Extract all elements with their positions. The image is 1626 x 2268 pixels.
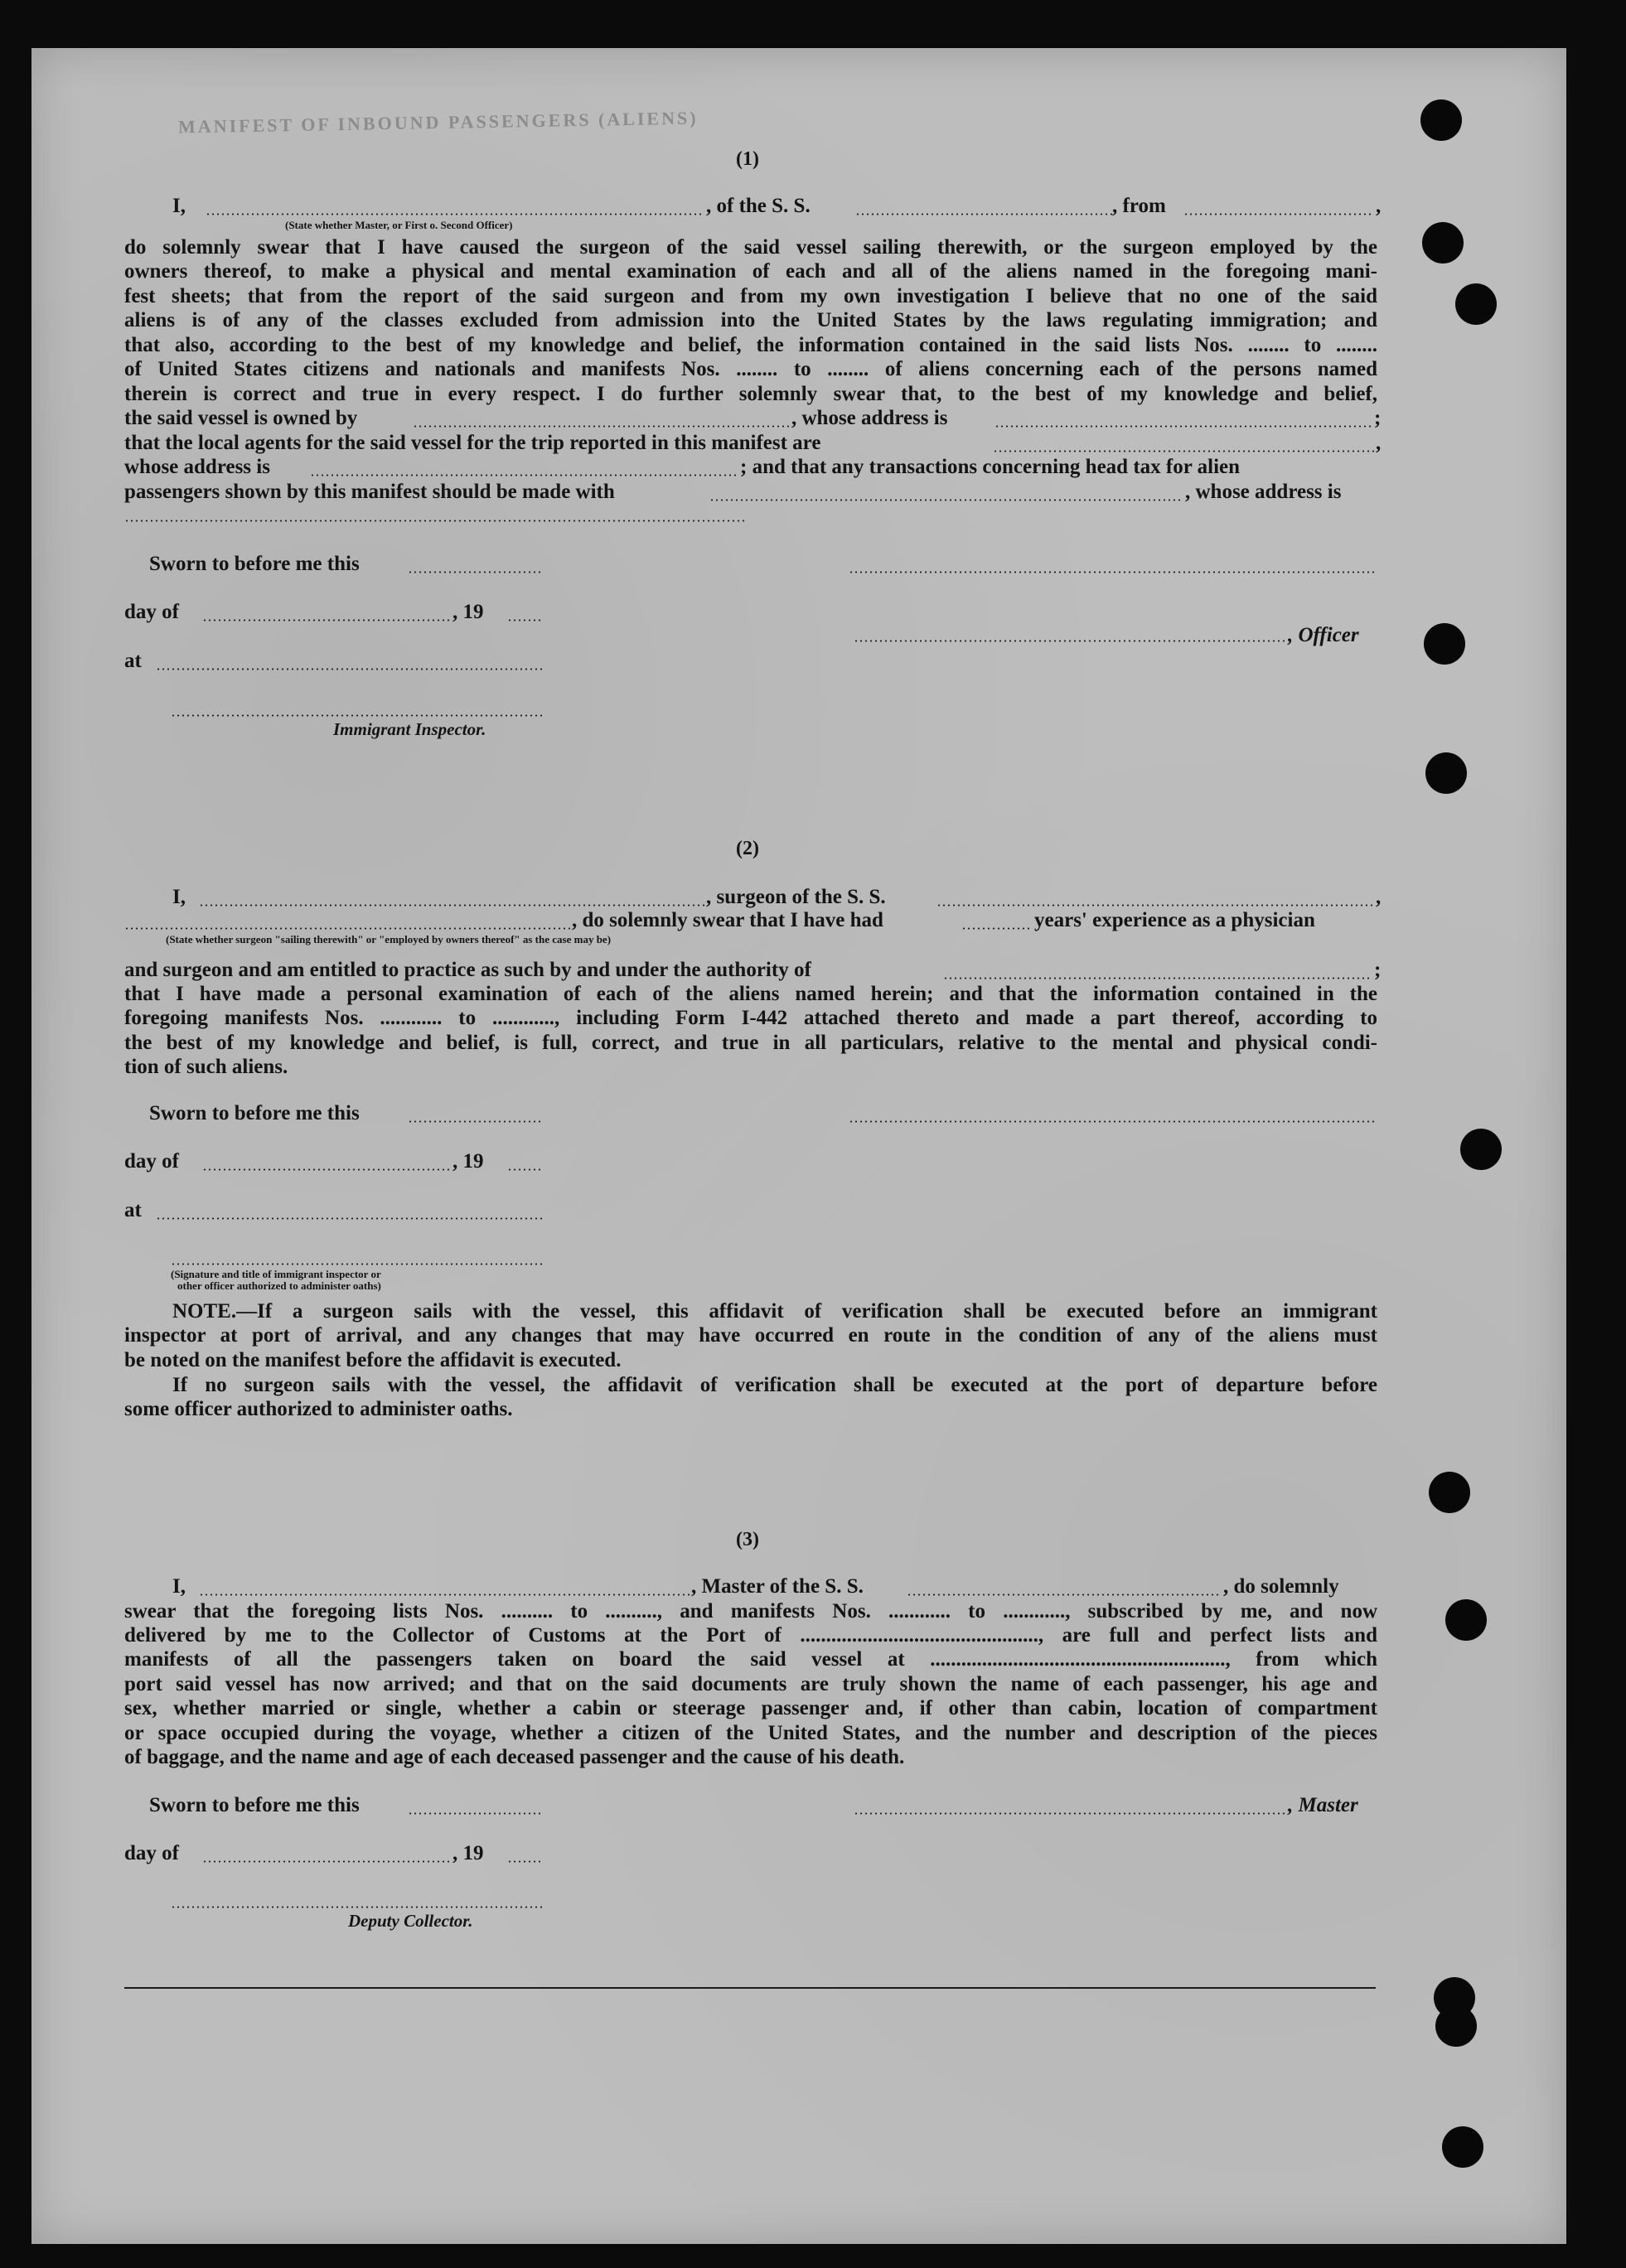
blank-officer-signature-upper <box>849 571 1374 573</box>
s3-deputy-collector: Deputy Collector. <box>348 1911 473 1931</box>
s2-p-line: that I have made a personal examination of each of the aliens named herein; and that the information contained in the <box>124 983 1377 1005</box>
note-line: If no surgeon sails with the vessel, the affidavit of verification shall be executed at the port of departure before <box>172 1374 1377 1396</box>
blank-years <box>961 927 1031 930</box>
s2-sig-note-2: other officer authorized to administer oaths) <box>177 1279 381 1292</box>
s3-master-label: , Master <box>1288 1794 1358 1816</box>
blank-head-tax-party <box>709 499 1182 501</box>
bottom-rule <box>124 1987 1376 1989</box>
blank-owner <box>413 425 791 428</box>
blank-at <box>156 668 542 670</box>
s2-p-line: foregoing manifests Nos. ............ to ............, including Form I-442 attached thereto and made a part thereof, according to <box>124 1007 1377 1029</box>
blank-from-port <box>1183 213 1374 215</box>
punch-hole <box>1455 283 1497 325</box>
section-3-number: (3) <box>736 1529 759 1550</box>
blank-surgeon-name <box>199 904 706 907</box>
s3-p-line: of baggage, and the name and age of each deceased passenger and the cause of his death. <box>124 1746 905 1768</box>
s1-nineteen: , 19 <box>452 601 484 623</box>
blank-s2-sworn-day <box>408 1120 542 1123</box>
s1-from: , from <box>1112 195 1166 217</box>
s3-p-line: port said vessel has now arrived; and that on the said documents are truly shown the name of each passenger, his age and <box>124 1673 1377 1695</box>
s1-p-line: that also, according to the best of my knowledge and belief, the information contained in the said lists Nos. ........ to ........ <box>124 334 1377 356</box>
blank-deputy-collector <box>171 1906 542 1908</box>
blank-head-tax-address <box>124 520 748 522</box>
s1-whose-address-is-2: , whose address is <box>1185 481 1342 503</box>
s1-comma-2: , <box>1376 432 1382 454</box>
blank-day-of <box>202 619 451 621</box>
punch-hole <box>1425 752 1467 794</box>
punch-hole <box>1445 1599 1487 1641</box>
s3-i: I, <box>172 1575 186 1598</box>
s3-p-line: or space occupied during the voyage, whether a citizen of the United States, and the number and description of the pieces <box>124 1722 1377 1744</box>
blank-local-agents <box>993 450 1374 452</box>
s1-officer-label: , Officer <box>1288 624 1359 646</box>
s1-owned-by: the said vessel is owned by <box>124 407 358 429</box>
s2-comma: , <box>1376 886 1382 908</box>
s1-p-line: fest sheets; that from the report of the said surgeon and from my own investigation I believe that no one of the said <box>124 285 1377 307</box>
blank-master-vessel <box>907 1593 1222 1596</box>
s3-p-line: manifests of all the passengers taken on board the said vessel at ........................................................., from which <box>124 1648 1377 1671</box>
blank-authority <box>943 977 1372 979</box>
punch-hole <box>1420 99 1462 141</box>
s3-p-line: swear that the foregoing lists Nos. .......... to .........., and manifests Nos. ............ to ............, subscribed by me, and now <box>124 1600 1377 1622</box>
punch-hole <box>1429 1472 1470 1513</box>
blank-sworn-day <box>408 571 542 573</box>
blank-vessel-name <box>855 213 1112 215</box>
s2-years: years' experience as a physician <box>1034 909 1315 931</box>
s1-of-ss: , of the S. S. <box>706 195 811 217</box>
s1-at: at <box>124 650 142 672</box>
punch-hole <box>1460 1129 1502 1170</box>
s1-sworn: Sworn to before me this <box>149 553 360 575</box>
punch-hole <box>1424 623 1465 665</box>
s1-head-tax: ; and that any transactions concerning head tax for alien <box>740 456 1241 478</box>
blank-s3-sworn-day <box>408 1812 542 1815</box>
s2-semicolon: ; <box>1374 959 1382 981</box>
s2-p-line: the best of my knowledge and belief, is full, correct, and true in all particulars, relative to the mental and physical condi- <box>124 1032 1377 1054</box>
blank-officer-signature <box>854 640 1285 642</box>
s3-day-of: day of <box>124 1842 179 1864</box>
s1-whose-address-is: , whose address is <box>791 407 948 429</box>
s3-sworn: Sworn to before me this <box>149 1794 360 1816</box>
blank-s3-day-of <box>202 1860 451 1863</box>
blank-officer-name <box>206 213 703 215</box>
note-line: be noted on the manifest before the affidavit is executed. <box>124 1349 622 1371</box>
s1-i: I, <box>172 195 186 217</box>
blank-inspector-signature <box>171 714 542 717</box>
punch-hole <box>1435 2005 1477 2047</box>
section-2-number: (2) <box>736 838 759 859</box>
s1-comma: , <box>1376 195 1382 217</box>
blank-agent-address <box>310 474 739 476</box>
blank-year <box>507 619 542 621</box>
note-line: inspector at port of arrival, and any changes that may have occurred en route in the condition of any of the aliens must <box>124 1324 1377 1347</box>
punch-hole <box>1442 2126 1483 2168</box>
blank-master-signature <box>854 1812 1285 1815</box>
blank-s2-at <box>156 1217 542 1220</box>
s1-immigrant-inspector: Immigrant Inspector. <box>333 719 486 739</box>
s2-at: at <box>124 1199 142 1221</box>
s1-local-agents: that the local agents for the said vessel for the trip reported in this manifest are <box>124 432 821 454</box>
s2-surgeon-of: , surgeon of the S. S. <box>706 886 886 908</box>
s1-semicolon: ; <box>1374 407 1382 429</box>
s3-nineteen: , 19 <box>452 1842 484 1864</box>
s2-do-swear: , do solemnly swear that I have had <box>572 909 883 931</box>
s1-p-line: of United States citizens and nationals and manifests Nos. ........ to ........ of aliens concerning each of the persons named <box>124 358 1377 380</box>
blank-s2-day-of <box>202 1168 451 1171</box>
blank-s3-year <box>507 1860 542 1863</box>
blank-s2-year <box>507 1168 542 1171</box>
s2-sig-note-1: (Signature and title of immigrant inspector or <box>171 1268 381 1280</box>
s3-master-of: , Master of the S. S. <box>691 1575 864 1598</box>
s1-day-of: day of <box>124 601 179 623</box>
section-1-number: (1) <box>736 148 759 170</box>
s3-do-solemnly: , do solemnly <box>1223 1575 1339 1598</box>
blank-surgeon-status <box>124 927 572 930</box>
s2-i: I, <box>172 886 186 908</box>
s1-p-line: aliens is of any of the classes excluded from admission into the United States by the laws regulating immigration; and <box>124 309 1377 331</box>
s2-sworn: Sworn to before me this <box>149 1102 360 1124</box>
s1-officer-note: (State whether Master, or First o. Second Officer) <box>285 219 513 231</box>
blank-owner-address <box>994 425 1372 428</box>
s1-p-line: owners thereof, to make a physical and mental examination of each and all of the aliens named in the foregoing mani- <box>124 260 1377 283</box>
punch-hole <box>1422 222 1464 264</box>
s2-nineteen: , 19 <box>452 1150 484 1173</box>
blank-surgeon-vessel <box>936 904 1372 907</box>
s1-passengers: passengers shown by this manifest should be made with <box>124 481 615 503</box>
note-line: NOTE.—If a surgeon sails with the vessel, this affidavit of verification shall be executed before an immigrant <box>172 1300 1377 1323</box>
faint-header-bleedthrough: MANIFEST OF INBOUND PASSENGERS (ALIENS) <box>177 107 699 138</box>
s1-p-line: therein is correct and true in every respect. I do further solemnly swear that, to the best of my knowledge and belief, <box>124 383 1377 405</box>
s3-p-line: sex, whether married or single, whether a cabin or steerage passenger and, if other than cabin, location of compartment <box>124 1697 1377 1719</box>
note-line: some officer authorized to administer oaths. <box>124 1398 513 1420</box>
s3-p-line: delivered by me to the Collector of Customs at the Port of .............................................., are full and perfect lists and <box>124 1624 1377 1647</box>
s2-p-line: tion of such aliens. <box>124 1056 288 1078</box>
s2-authority: and surgeon and am entitled to practice as such by and under the authority of <box>124 959 811 981</box>
blank-administering-officer <box>171 1263 542 1265</box>
s2-surgeon-note: (State whether surgeon "sailing therewith" or "employed by owners thereof" as the case may be) <box>166 933 612 945</box>
s1-whose-address: whose address is <box>124 456 270 478</box>
blank-master-name <box>199 1593 691 1596</box>
s1-p-line: do solemnly swear that I have caused the surgeon of the said vessel sailing therewith, or the surgeon employed by the <box>124 236 1377 259</box>
blank-surgeon-signature <box>849 1120 1374 1123</box>
s2-day-of: day of <box>124 1150 179 1173</box>
